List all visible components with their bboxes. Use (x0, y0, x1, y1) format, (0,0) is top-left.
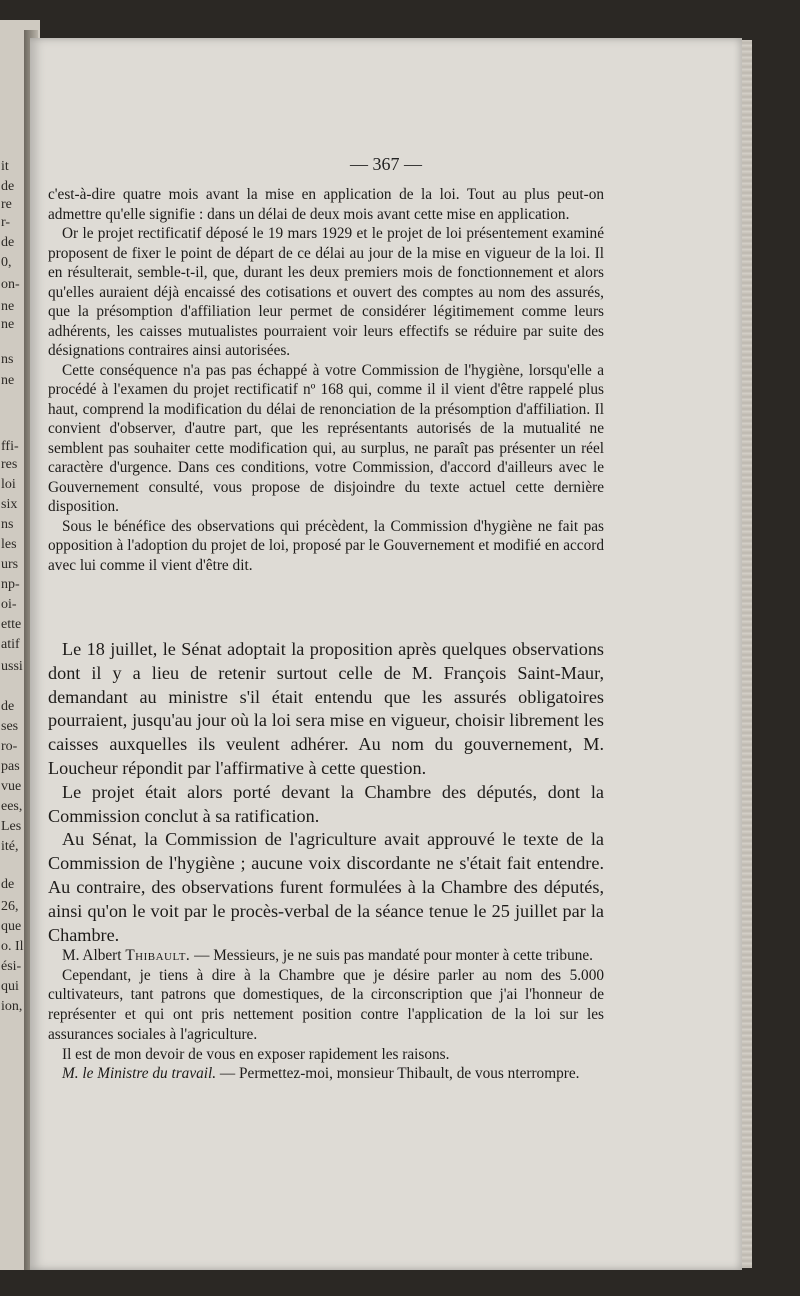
page-number: — 367 — (350, 154, 422, 174)
paragraph: Cependant, je tiens à dire à la Chambre que je désire parler au nom des 5.000 cultivateurs, tant patrons que domestiques, de la circonscription que j'ai l'honneur de représenter et qui ont pris nettement position contre l'application de la loi sur les assurances sociales à l'agriculture. (48, 966, 604, 1043)
speech-text: — Permettez-moi, monsieur Thibault, de vous nterrompre. (216, 1065, 580, 1083)
adjacent-page-fragment: six (1, 497, 18, 512)
main-narrative (48, 638, 604, 947)
adjacent-page-fragment: ne (1, 373, 15, 388)
adjacent-page-fragment: 0, (1, 255, 12, 270)
adjacent-page-fragment: ne (1, 317, 15, 332)
paragraph: Le 18 juillet, le Sénat adoptait la proposition après quelques observations dont il y a lieu de retenir surtout celle de M. François Saint-Maur, demandant au ministre s'il était entendu que les assurés obligatoires pourraient, jusqu'au jour où la loi sera mise en vigueur, choisir librement les caisses auxquelles ils veulent adhérer. Au nom du gouvernement, M. Loucheur répondit par l'affirmative à cette question. (48, 639, 604, 778)
speaker-prefix: M. Albert (62, 947, 122, 964)
adjacent-page-fragment: de (1, 179, 15, 194)
adjacent-page-fragment: de (1, 877, 15, 892)
paragraph: Sous le bénéfice des observations qui précèdent, la Commission d'hygiène ne fait pas opposition à l'adoption du projet de loi, proposé par le Gouvernement et modifié en accord avec lui comme il vient d'être dit. (48, 517, 604, 574)
adjacent-page-fragment: Les (1, 819, 22, 834)
adjacent-page-fragment: ussi (1, 659, 23, 674)
adjacent-page-fragment: res (1, 457, 18, 472)
adjacent-page-fragment: atif (1, 637, 20, 652)
paragraph: Or le projet rectificatif déposé le 19 mars 1929 et le projet de loi présentement examiné proposent de fixer le point de départ de ce délai au jour de la mise en vigueur de la loi. Il en résulterait, semble-t-il, que, durant les deux premiers mois de fonctionnement et alors qu'elles auraient déjà encaissé des cotisations et ouvert des comptes au nom des assurés, que la présomption d'affiliation leur permet de considérer légitimement comme leurs adhérents, les caisses mutualistes pourraient voir leurs effectifs se réduire par suite des désignations contraires ainsi autorisées. (48, 225, 604, 359)
commission-report-excerpt (48, 185, 604, 575)
paragraph: Le projet était alors porté devant la Chambre des députés, dont la Commission conclut à sa ratification. (48, 781, 604, 826)
adjacent-page-fragment: 26, (1, 899, 19, 914)
adjacent-page-fragment: ns (1, 517, 14, 532)
adjacent-page-fragment: ees, (1, 799, 23, 814)
paragraph: c'est-à-dire quatre mois avant la mise en application de la loi. Tout au plus peut-on admettre qu'elle signifie : dans un délai de deux mois avant cette mise en application. (48, 186, 604, 223)
paragraph: Cette conséquence n'a pas pas échappé à votre Commission de l'hygiène, lorsqu'elle a procédé à l'examen du projet rectificatif nº 168 qui, comme il il vient d'être rappelé plus haut, comprend la modification du délai de renonciation de la présomption d'affiliation. Il convient d'observer, d'autre part, que les représentants autorisés de la mutualité ne semblent pas souhaiter cette modification qui, au surplus, ne paraît pas présenter un réel caractère d'urgence. Dans ces conditions, votre Commission, d'accord d'ailleurs avec le Gouvernement consulté, vous propose de disjoindre du texte actuel cette dernière disposition. (48, 361, 604, 515)
speech-text: — Messieurs, je ne suis pas mandaté pour monter à cette tribune. (190, 947, 593, 964)
adjacent-page-fragment: it (1, 159, 9, 174)
speaker-ministre (48, 1064, 604, 1084)
adjacent-page-fragment: ro- (1, 739, 18, 754)
adjacent-page-fragment: re (1, 197, 12, 212)
debate-transcript (48, 946, 604, 1084)
adjacent-page-fragment: de (1, 699, 15, 714)
adjacent-page-fragment: ses (1, 719, 19, 734)
adjacent-page-fragment: on- (1, 277, 20, 292)
adjacent-page-fragment: les (1, 537, 17, 552)
speaker-title: M. le Ministre du travail. (62, 1065, 217, 1083)
adjacent-page-fragment: ette (1, 617, 22, 632)
adjacent-page-fragment: de (1, 235, 15, 250)
adjacent-page-fragment: r- (1, 215, 11, 230)
paragraph: Au Sénat, la Commission de l'agriculture avait approuvé le texte de la Commission de l'hygiène ; aucune voix discordante ne s'était fait entendre. Au contraire, des observations furent formulées à la Chambre des députés, ainsi qu'on le voit par le procès-verbal de la séance tenue le 25 juillet par la Chambre. (48, 829, 604, 945)
speaker-name: Thibault. (125, 947, 191, 964)
page-edge-stack (742, 40, 752, 1268)
adjacent-page-fragment: loi (1, 477, 16, 492)
adjacent-page-fragment: ne (1, 299, 15, 314)
book-page (30, 38, 742, 1270)
adjacent-page-fragment: ns (1, 352, 14, 367)
adjacent-page-fragment: o. Il (1, 939, 24, 954)
adjacent-page-fragment: ion, (1, 999, 23, 1014)
adjacent-page-fragment: que (1, 919, 22, 934)
adjacent-page-fragment: pas (1, 759, 20, 774)
adjacent-page-fragment: urs (1, 557, 19, 572)
speaker-thibault (48, 946, 604, 966)
adjacent-page-fragment: np- (1, 577, 20, 592)
adjacent-page-fragment: vue (1, 779, 22, 794)
adjacent-page-fragment: ffi- (1, 439, 19, 454)
paragraph: Il est de mon devoir de vous en exposer rapidement les raisons. (62, 1045, 450, 1063)
adjacent-page-fragment: qui (1, 979, 19, 994)
adjacent-page-fragment: ési- (1, 959, 22, 974)
adjacent-page-fragment: ité, (1, 839, 19, 854)
adjacent-page-fragment: oi- (1, 597, 17, 612)
